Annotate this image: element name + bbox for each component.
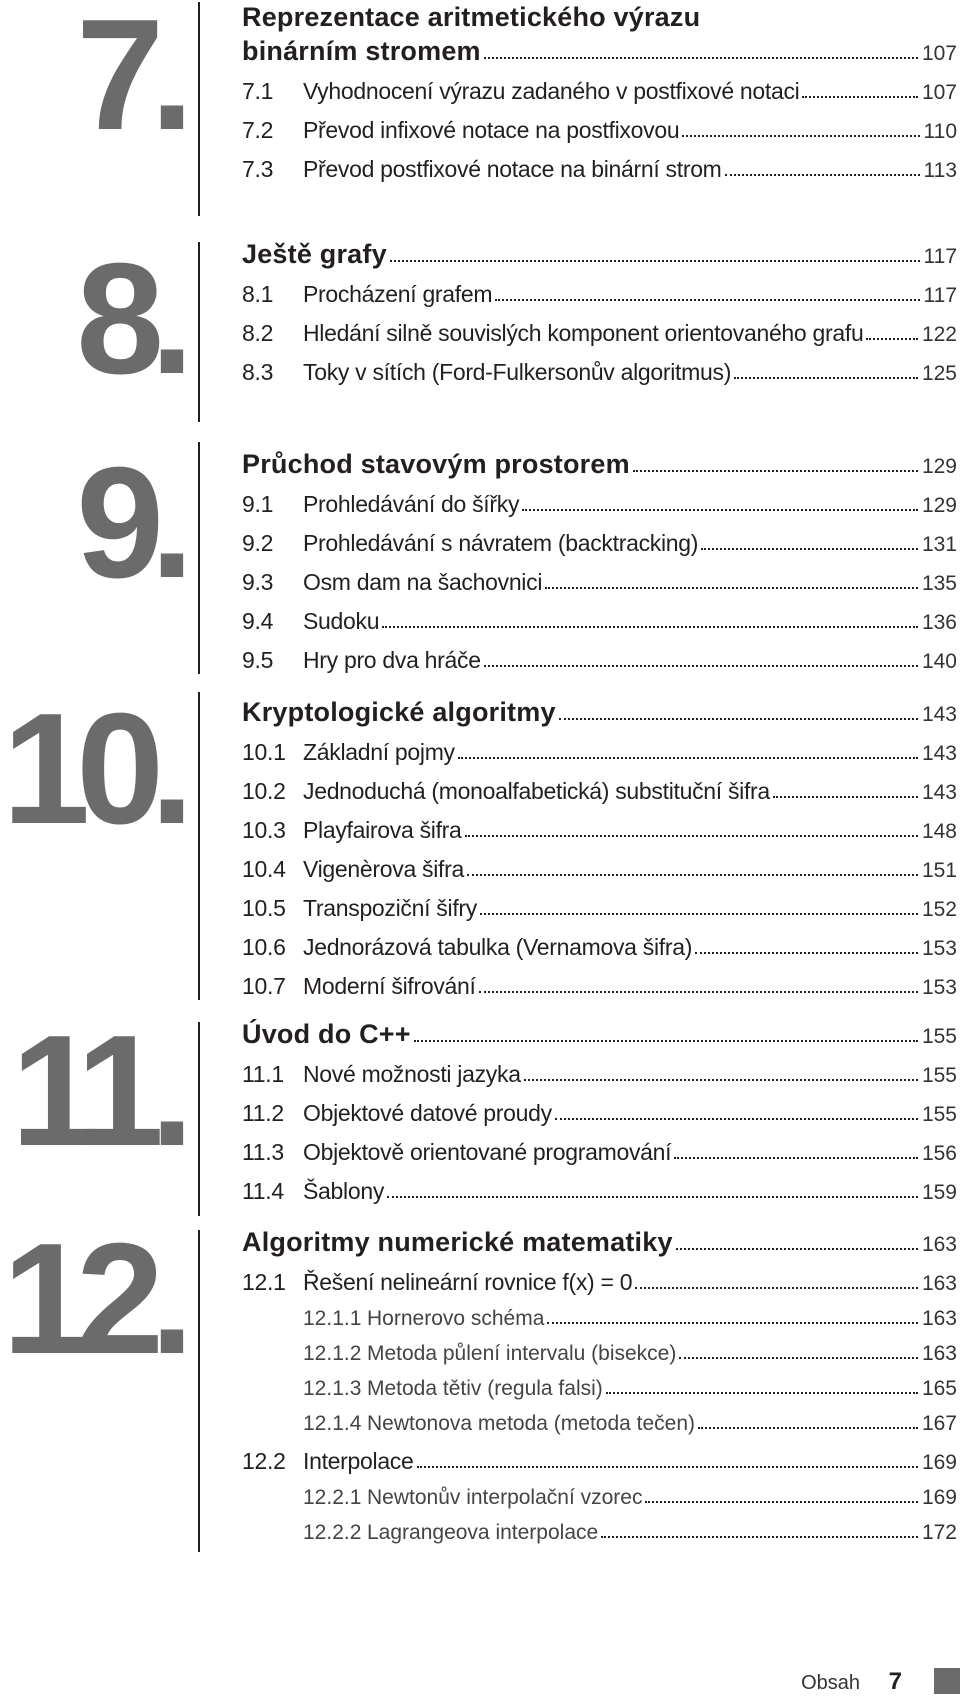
entry-number: 10.5 [242,895,286,921]
dot-leader [802,96,917,98]
entry-title: Základní pojmy [303,739,455,765]
toc-entry[interactable] [242,442,957,481]
dot-leader [387,1196,918,1198]
entry-number: 11.4 [242,1178,284,1204]
toc-entry[interactable] [242,1012,957,1051]
toc-entry[interactable] [242,1129,957,1168]
entry-number: 12.2.1 [303,1486,362,1509]
toc-entry[interactable] [242,768,957,807]
entry-page: 135 [921,572,957,595]
toc-entry[interactable] [242,1259,957,1298]
entry-number: 9.2 [242,530,274,556]
chapter-divider [198,1230,200,1552]
entry-title: Transpoziční šifry [303,895,477,921]
entry-title: binárním stromem [242,36,481,66]
entry-page: 113 [923,159,957,182]
chapter-divider [198,692,200,1000]
entry-number: 12.1.4 [303,1412,362,1435]
entry-title: Metoda tětiv (regula falsi) [367,1377,603,1400]
toc-entry[interactable] [242,481,957,520]
dot-leader [555,1118,918,1120]
entry-title: Jednorázová tabulka (Vernamova šifra) [303,934,693,960]
dot-leader [866,338,918,340]
toc-entry[interactable] [242,1403,957,1438]
entry-title: Průchod stavovým prostorem [242,449,630,479]
toc-entry[interactable] [242,232,957,271]
entry-page: 107 [921,42,957,65]
entry-title: Převod postfixové notace na binární strom [303,156,722,182]
dot-leader [773,796,918,798]
dot-leader [695,952,918,954]
toc-entry[interactable] [242,1368,957,1403]
entry-number: 10.1 [242,739,286,765]
entry-page: 122 [921,323,957,346]
toc-entry[interactable] [242,146,957,185]
entry-title: Hry pro dva hráče [303,647,481,673]
dot-leader [698,1427,918,1429]
entry-title: Algoritmy numerické matematiky [242,1227,673,1257]
toc-entries [242,1220,957,1547]
dot-leader [484,57,918,59]
entry-page: 163 [921,1307,957,1330]
entry-page: 143 [921,703,957,726]
toc-entry[interactable] [242,1477,957,1512]
dot-leader [679,1357,918,1359]
entry-page: 167 [921,1412,957,1435]
entry-page: 125 [921,362,957,385]
entry-title: Sudoku [303,608,380,634]
entry-title: Moderní šifrování [303,973,476,999]
toc-entry[interactable] [242,963,957,1002]
footer-label: Obsah [801,1672,860,1694]
chapter-divider [198,1022,200,1216]
entry-page: 163 [921,1342,957,1365]
entry-number: 10.7 [242,973,286,999]
entry-title: Jednoduchá (monoalfabetická) substituční šifra [303,778,770,804]
entry-title: Procházení grafem [303,281,493,307]
entry-page: 153 [921,937,957,960]
chapter-divider [198,442,200,674]
entry-page: 131 [921,533,957,556]
toc-entry[interactable] [242,310,957,349]
toc-entry[interactable] [242,68,957,107]
entry-title: Prohledávání do šířky [303,491,520,517]
dot-leader [547,1322,918,1324]
toc-entry[interactable] [242,1298,957,1333]
entry-title: Newtonova metoda (metoda tečen) [367,1412,696,1435]
toc-entry[interactable] [242,107,957,146]
dot-leader [645,1501,917,1503]
toc-entries [242,442,957,676]
dot-leader [725,174,920,176]
dot-leader [484,665,918,667]
toc-entry[interactable] [242,349,957,388]
dot-leader [606,1392,918,1394]
toc-entry[interactable] [242,0,957,34]
toc-entry[interactable] [242,807,957,846]
toc-entry[interactable] [242,271,957,310]
chapter-divider [198,242,200,422]
entry-page: 107 [921,81,957,104]
toc-entry[interactable] [242,598,957,637]
entry-page: 163 [921,1272,957,1295]
entry-number: 10.4 [242,856,286,882]
entry-number: 8.2 [242,320,274,346]
footer-square-marker [934,1668,960,1694]
entry-title: Prohledávání s návratem (backtracking) [303,530,699,556]
dot-leader [676,1248,918,1250]
chapter-number: 7. [76,0,180,163]
entry-page: 169 [921,1451,957,1474]
chapter-number: 9. [76,435,180,611]
entry-number: 12.2 [242,1448,286,1474]
entry-number: 11.2 [242,1100,284,1126]
toc-entry[interactable] [242,1220,957,1259]
dot-leader [545,587,918,589]
toc-entry[interactable] [242,1168,957,1207]
entry-page: 117 [923,284,957,307]
dot-leader [734,377,918,379]
dot-leader [465,835,918,837]
page-footer [0,1668,960,1698]
dot-leader [458,757,918,759]
entry-number: 12.1.1 [303,1307,362,1330]
toc-entry[interactable] [242,1051,957,1090]
entry-page: 172 [921,1521,957,1544]
dot-leader [495,299,919,301]
dot-leader [414,1040,918,1042]
entry-title: Interpolace [303,1448,414,1474]
entry-page: 153 [921,976,957,999]
toc-entry[interactable] [242,559,957,598]
entry-title: Vigenèrova šifra [303,856,464,882]
dot-leader [633,470,918,472]
dot-leader [467,874,918,876]
toc-entry[interactable] [242,1512,957,1547]
entry-title: Newtonův interpolační vzorec [367,1486,643,1509]
toc-entry[interactable] [242,924,957,963]
entry-page: 155 [921,1025,957,1048]
toc-entry[interactable] [242,690,957,729]
entry-page: 117 [923,245,957,268]
dot-leader [635,1287,918,1289]
entry-number: 11.1 [242,1061,284,1087]
chapter-number: 11. [11,1003,180,1179]
entry-title: Hledání silně souvislých komponent orientovaného grafu [303,320,864,346]
entry-page: 152 [921,898,957,921]
entry-number: 10.6 [242,934,286,960]
entry-number: 12.1 [242,1269,286,1295]
entry-page: 159 [921,1181,957,1204]
dot-leader [479,991,918,993]
entry-page: 143 [921,742,957,765]
toc-entry[interactable] [242,729,957,768]
entry-page: 110 [923,120,957,143]
entry-number: 7.2 [242,117,274,143]
entry-title: Objektově orientované programování [303,1139,672,1165]
dot-leader [524,1079,918,1081]
chapter-divider [198,2,200,216]
entry-page: 155 [921,1064,957,1087]
entry-number: 11.3 [242,1139,284,1165]
toc-entry[interactable] [242,520,957,559]
entry-page: 136 [921,611,957,634]
entry-title: Lagrangeova interpolace [367,1521,599,1544]
entry-number: 10.3 [242,817,286,843]
entry-number: 7.3 [242,156,274,182]
entry-title: Převod infixové notace na postfixovou [303,117,680,143]
entry-title: Kryptologické algoritmy [242,697,556,727]
toc-entries [242,690,957,1002]
entry-number: 8.3 [242,359,274,385]
dot-leader [480,913,918,915]
entry-page: 169 [921,1486,957,1509]
entry-title: Nové možnosti jazyka [303,1061,521,1087]
entry-title: Ještě grafy [242,239,387,269]
entry-title: Úvod do C++ [242,1019,411,1049]
entry-page: 151 [921,859,957,882]
entry-title: Toky v sítích (Ford-Fulkersonův algoritmus) [303,359,732,385]
entry-number: 12.2.2 [303,1521,362,1544]
entry-number: 8.1 [242,281,274,307]
entry-page: 155 [921,1103,957,1126]
entry-title: Objektové datové proudy [303,1100,552,1126]
dot-leader [682,135,919,137]
entry-title: Reprezentace aritmetického výrazu [242,2,701,32]
entry-page: 165 [921,1377,957,1400]
dot-leader [601,1536,918,1538]
entry-title: Osm dam na šachovnici [303,569,543,595]
entry-page: 148 [921,820,957,843]
dot-leader [522,509,918,511]
dot-leader [701,548,918,550]
entry-number: 10.2 [242,778,286,804]
entry-number: 7.1 [242,78,274,104]
entry-page: 143 [921,781,957,804]
chapter-number: 10. [2,681,180,857]
chapter-number: 8. [76,231,180,407]
entry-number: 9.5 [242,647,274,673]
toc-entry[interactable] [242,885,957,924]
entry-number: 9.3 [242,569,274,595]
toc-entry[interactable] [242,1333,957,1368]
dot-leader [674,1157,918,1159]
entry-page: 163 [921,1233,957,1256]
dot-leader [417,1466,918,1468]
toc-entry[interactable] [242,1438,957,1477]
entry-title: Metoda půlení intervalu (bisekce) [367,1342,677,1365]
footer-page-number: 7 [888,1668,902,1695]
entry-number: 9.1 [242,491,274,517]
toc-entry[interactable] [242,1090,957,1129]
entry-number: 12.1.3 [303,1377,362,1400]
entry-title: Playfairova šifra [303,817,462,843]
entry-page: 140 [921,650,957,673]
entry-number: 9.4 [242,608,274,634]
entry-title: Vyhodnocení výrazu zadaného v postfixové notaci [303,78,800,104]
dot-leader [382,626,918,628]
entry-page: 129 [921,494,957,517]
entry-title: Šablony [303,1178,385,1204]
toc-entry[interactable] [242,637,957,676]
entry-number: 12.1.2 [303,1342,362,1365]
entry-title: Hornerovo schéma [367,1307,545,1330]
toc-entries [242,0,957,185]
toc-entry[interactable] [242,34,957,68]
dot-leader [390,260,920,262]
toc-entries [242,232,957,388]
entry-page: 156 [921,1142,957,1165]
chapter-number: 12. [2,1211,180,1387]
entry-title: Řešení nelineární rovnice f(x) = 0 [303,1269,633,1295]
entry-page: 129 [921,455,957,478]
toc-entries [242,1012,957,1207]
dot-leader [559,718,918,720]
toc-entry[interactable] [242,846,957,885]
